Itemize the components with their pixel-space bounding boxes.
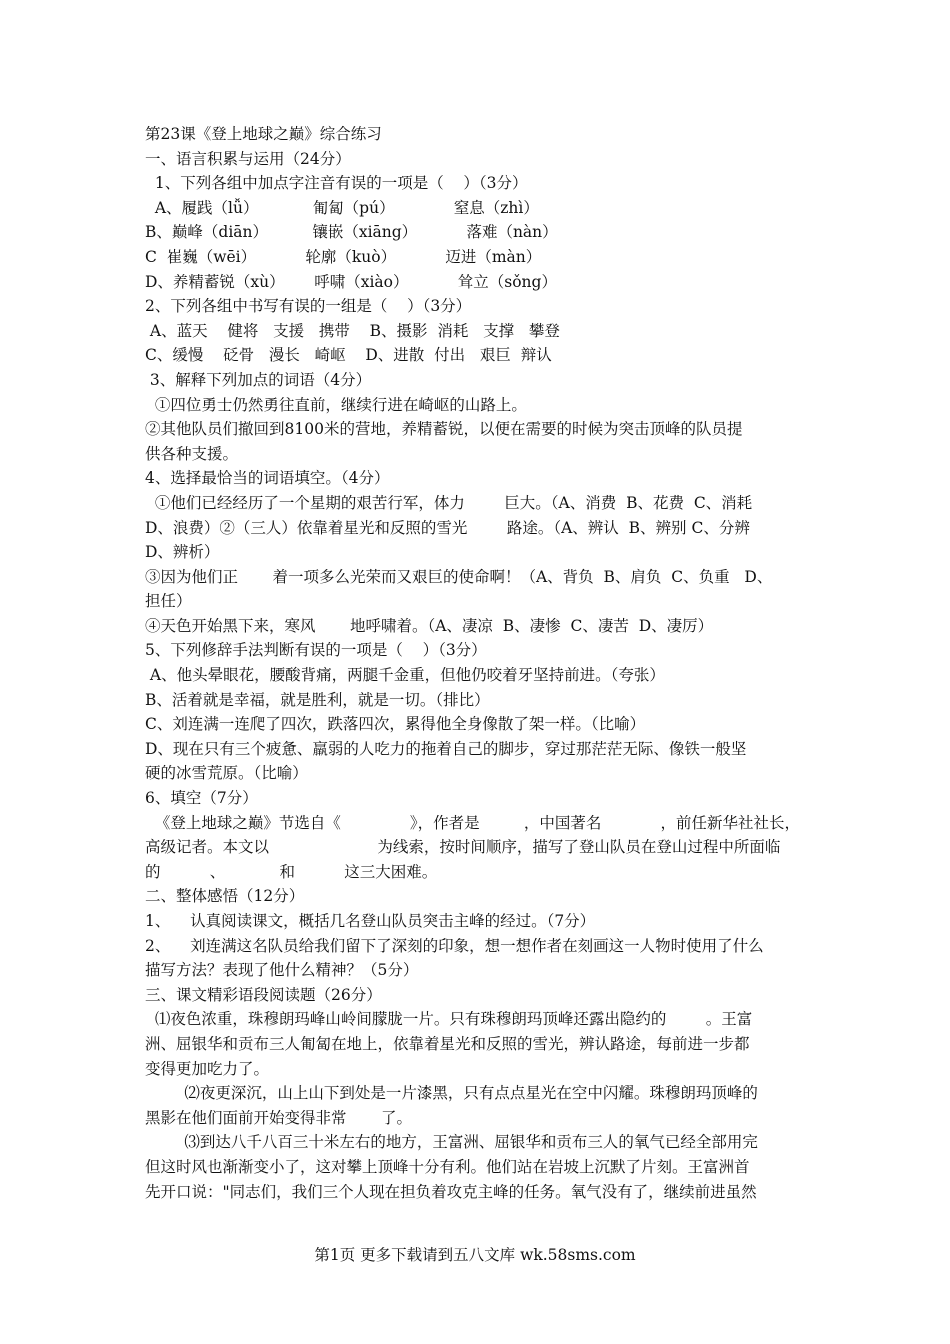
text-line: 2、下列各组中书写有误的一组是（ ）（3分） bbox=[145, 297, 472, 316]
text-line: 5、下列修辞手法判断有误的一项是（ ）（3分） bbox=[145, 641, 487, 660]
text-line: 黑影在他们面前开始变得非常 了。 bbox=[145, 1108, 412, 1127]
text-line: 1、下列各组中加点字注音有误的一项是（ ）（3分） bbox=[145, 174, 528, 193]
text-line: D、养精蓄锐（xù） 呼啸（xiào） 耸立（sǒng） bbox=[145, 272, 557, 291]
text-line: 高级记者。本文以 为线索，按时间顺序，描写了登山队员在登山过程中所面临 bbox=[145, 838, 781, 857]
text-line: 但这时风也渐渐变小了，这对攀上顶峰十分有利。他们站在岩坡上沉默了片刻。王富洲首 bbox=[145, 1157, 750, 1176]
text-line: ⑴夜色浓重，珠穆朗玛峰山岭间朦胧一片。只有珠穆朗玛顶峰还露出隐约的 。王富 bbox=[145, 1010, 753, 1029]
text-line: ③因为他们正 着一项多么光荣而又艰巨的使命啊！（A、背负 B、肩负 C、负重 D、 bbox=[145, 567, 773, 586]
text-line: D、浪费）②（三人）依靠着星光和反照的雪光 路途。（A、辨认 B、辨别 C、分辨 bbox=[145, 518, 750, 537]
text-line: C、刘连满一连爬了四次，跌落四次，累得他全身像散了架一样。（比喻） bbox=[145, 715, 646, 734]
exercise-body bbox=[145, 122, 817, 1204]
text-line: 6、填空（7分） bbox=[145, 789, 258, 808]
text-line: 1、 认真阅读课文，概括几名登山队员突击主峰的经过。（7分） bbox=[145, 912, 596, 930]
text-line: 一、语言积累与运用（24分） bbox=[145, 149, 351, 168]
text-line: 先开口说："同志们，我们三个人现在担负着攻克主峰的任务。氧气没有了，继续前进虽然 bbox=[145, 1182, 757, 1201]
text-line: 二、整体感悟（12分） bbox=[145, 887, 305, 906]
text-line: A、蓝天 健将 支援 携带 B、摄影 消耗 支撑 攀登 bbox=[145, 321, 560, 340]
text-line: 洲、屈银华和贡布三人匍匐在地上，依靠着星光和反照的雪光，辨认路途，每前进一步都 bbox=[145, 1034, 750, 1053]
text-line: A、履践（lǚ） 匍匐（pú） 窒息（zhì） bbox=[145, 198, 539, 217]
page-footer: 第1页 更多下载请到五八文库 wk.58sms.com bbox=[314, 1246, 636, 1264]
text-line: 担任） bbox=[145, 592, 192, 611]
text-line: 变得更加吃力了。 bbox=[145, 1059, 270, 1078]
text-line: 的 、 和 这三大困难。 bbox=[145, 862, 438, 881]
text-line: B、活着就是幸福，就是胜利，就是一切。（排比） bbox=[145, 690, 490, 709]
text-line: A、他头晕眼花，腰酸背痛，两腿千金重，但他仍咬着牙坚持前进。（夸张） bbox=[145, 666, 665, 685]
text-line: 描写方法？表现了他什么精神？（5分） bbox=[145, 961, 419, 980]
text-line: ④天色开始黑下来，寒风 地呼啸着。（A、凄凉 B、凄惨 C、凄苦 D、凄厉） bbox=[145, 616, 714, 635]
text-line: ⑵夜更深沉，山上山下到处是一片漆黑，只有点点星光在空中闪耀。珠穆朗玛顶峰的 bbox=[145, 1084, 758, 1103]
text-line: ⑶到达八千八百三十米左右的地方，王富洲、屈银华和贡布三人的氧气已经全部用完 bbox=[145, 1133, 758, 1152]
text-line: 4、选择最恰当的词语填空。（4分） bbox=[145, 469, 390, 488]
text-line: ①他们已经经历了一个星期的艰苦行军，体力 巨大。（A、消费 B、花费 C、消耗 bbox=[145, 493, 753, 512]
text-line: ①四位勇士仍然勇往直前，继续行进在崎岖的山路上。 bbox=[145, 395, 527, 414]
text-line: D、现在只有三个疲惫、羸弱的人吃力的拖着自己的脚步，穿过那茫茫无际、像铁一般坚 bbox=[145, 739, 747, 758]
text-line: 2、 刘连满这名队员给我们留下了深刻的印象，想一想作者在刻画这一人物时使用了什么 bbox=[145, 936, 764, 955]
text-line: C、缓慢 砭骨 漫长 崎岖 D、进散 付出 艰巨 辩认 bbox=[145, 346, 552, 365]
text-line: 《登上地球之巅》节选自《 》，作者是 ，中国著名 ，前任新华社社长， bbox=[145, 813, 801, 832]
text-line: 三、课文精彩语段阅读题（26分） bbox=[145, 985, 382, 1004]
text-line: D、辨析） bbox=[145, 543, 220, 562]
text-line: 3、解释下列加点的词语（4分） bbox=[145, 370, 372, 389]
text-line: 供各种支援。 bbox=[145, 444, 239, 463]
text-line: 硬的冰雪荒原。（比喻） bbox=[145, 764, 308, 783]
text-line: 第23课《登上地球之巅》综合练习 bbox=[145, 125, 382, 143]
text-line: ②其他队员们撤回到8100米的营地，养精蓄锐，以便在需要的时候为突击顶峰的队员提 bbox=[145, 420, 743, 439]
text-line: C 崔巍（wēi） 轮廓（kuò） 迈进（màn） bbox=[145, 247, 542, 266]
text-line: B、巅峰（diān） 镶嵌（xiāng） 落难（nàn） bbox=[145, 223, 558, 242]
